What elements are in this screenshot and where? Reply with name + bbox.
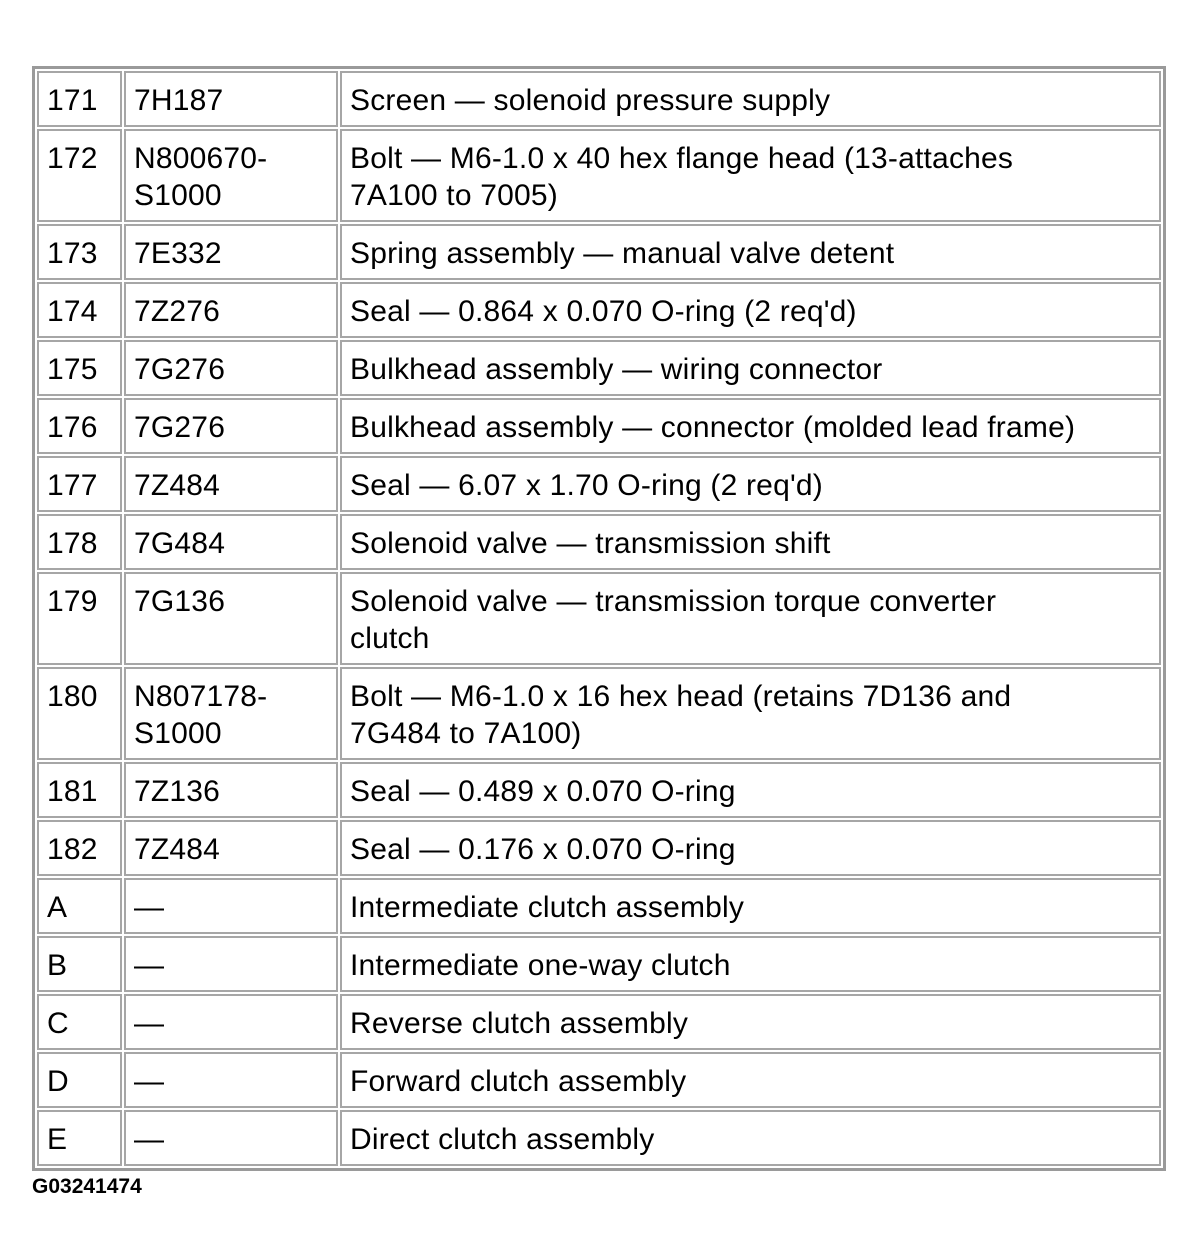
part-number-cell: 7Z484 (124, 820, 338, 876)
description-cell: Solenoid valve — transmission shift (340, 514, 1161, 570)
description-cell: Spring assembly — manual valve detent (340, 224, 1161, 280)
table-row (37, 340, 1161, 396)
description-cell: Seal — 0.864 x 0.070 O-ring (2 req'd) (340, 282, 1161, 338)
table-row (37, 878, 1161, 934)
item-number-cell: 171 (37, 71, 122, 127)
item-number-cell: 173 (37, 224, 122, 280)
description-cell: Screen — solenoid pressure supply (340, 71, 1161, 127)
table-row (37, 224, 1161, 280)
item-number-cell: E (37, 1110, 122, 1166)
item-number-cell: D (37, 1052, 122, 1108)
description-cell: Forward clutch assembly (340, 1052, 1161, 1108)
item-number-cell: 179 (37, 572, 122, 665)
item-number-cell: 181 (37, 762, 122, 818)
table-row (37, 667, 1161, 760)
table-row (37, 398, 1161, 454)
part-number-cell: 7Z136 (124, 762, 338, 818)
part-number-cell: 7G136 (124, 572, 338, 665)
item-number-cell: 177 (37, 456, 122, 512)
table-row (37, 1110, 1161, 1166)
table-row (37, 572, 1161, 665)
description-cell: Seal — 0.176 x 0.070 O-ring (340, 820, 1161, 876)
description-cell: Seal — 6.07 x 1.70 O-ring (2 req'd) (340, 456, 1161, 512)
table-row (37, 129, 1161, 222)
table-row (37, 994, 1161, 1050)
part-number-cell: 7G484 (124, 514, 338, 570)
part-number-cell: 7E332 (124, 224, 338, 280)
table-row (37, 282, 1161, 338)
part-number-cell: — (124, 1110, 338, 1166)
part-number-cell: 7Z484 (124, 456, 338, 512)
table-row (37, 71, 1161, 127)
table-row (37, 1052, 1161, 1108)
item-number-cell: 174 (37, 282, 122, 338)
description-cell: Solenoid valve — transmission torque converter clutch (340, 572, 1161, 665)
item-number-cell: 178 (37, 514, 122, 570)
part-number-cell: 7Z276 (124, 282, 338, 338)
description-cell: Seal — 0.489 x 0.070 O-ring (340, 762, 1161, 818)
part-number-cell: 7G276 (124, 340, 338, 396)
item-number-cell: C (37, 994, 122, 1050)
parts-table (32, 66, 1166, 1171)
table-row (37, 514, 1161, 570)
item-number-cell: 180 (37, 667, 122, 760)
description-cell: Reverse clutch assembly (340, 994, 1161, 1050)
part-number-cell: 7H187 (124, 71, 338, 127)
item-number-cell: 176 (37, 398, 122, 454)
item-number-cell: A (37, 878, 122, 934)
description-cell: Intermediate clutch assembly (340, 878, 1161, 934)
description-cell: Intermediate one-way clutch (340, 936, 1161, 992)
part-number-cell: N807178- S1000 (124, 667, 338, 760)
table-row (37, 762, 1161, 818)
description-cell: Bulkhead assembly — connector (molded lead frame) (340, 398, 1161, 454)
part-number-cell: — (124, 1052, 338, 1108)
part-number-cell: N800670- S1000 (124, 129, 338, 222)
table-row (37, 820, 1161, 876)
description-cell: Bolt — M6-1.0 x 40 hex flange head (13-attaches 7A100 to 7005) (340, 129, 1161, 222)
table-row (37, 936, 1161, 992)
item-number-cell: B (37, 936, 122, 992)
parts-list-table (35, 69, 1163, 1168)
item-number-cell: 182 (37, 820, 122, 876)
figure-code: G03241474 (32, 1175, 142, 1198)
item-number-cell: 172 (37, 129, 122, 222)
parts-table-body (37, 71, 1161, 1166)
description-cell: Bolt — M6-1.0 x 16 hex head (retains 7D136 and 7G484 to 7A100) (340, 667, 1161, 760)
description-cell: Bulkhead assembly — wiring connector (340, 340, 1161, 396)
description-cell: Direct clutch assembly (340, 1110, 1161, 1166)
item-number-cell: 175 (37, 340, 122, 396)
part-number-cell: 7G276 (124, 398, 338, 454)
part-number-cell: — (124, 994, 338, 1050)
table-row (37, 456, 1161, 512)
part-number-cell: — (124, 936, 338, 992)
part-number-cell: — (124, 878, 338, 934)
